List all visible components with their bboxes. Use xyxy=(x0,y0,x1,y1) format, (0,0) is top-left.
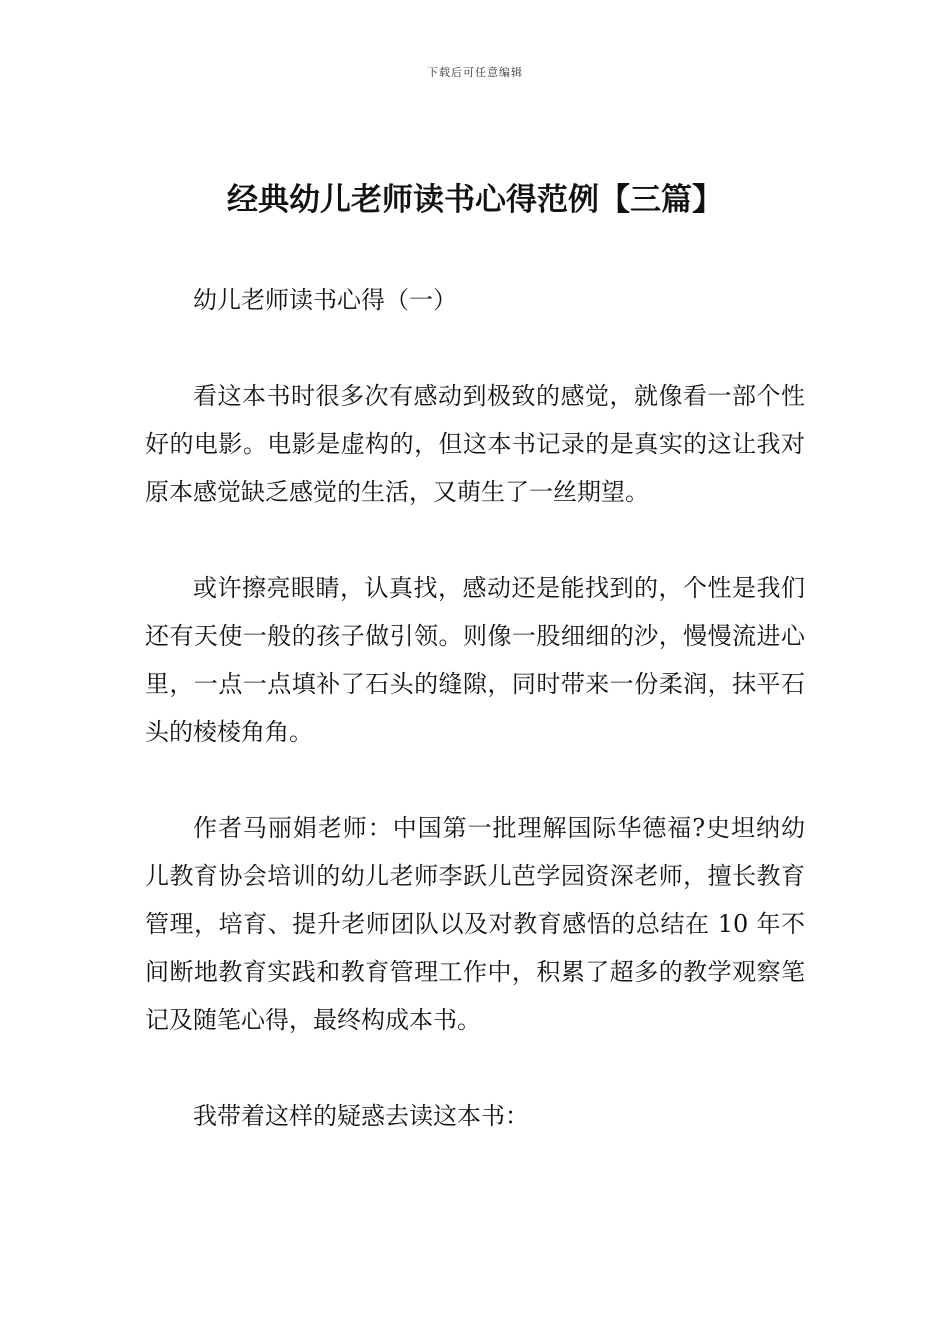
page-header-note: 下载后可任意编辑 xyxy=(427,66,523,79)
paragraph: 作者马丽娟老师：中国第一批理解国际华德福?史坦纳幼儿教育协会培训的幼儿老师李跃儿芭学园资深老师，擅长教育管理，培育、提升老师团队以及对教育感悟的总结在 10 年不间断地教育实践和教育管理工作中，积累了超多的教学观察笔记及随笔心得，最终构成本书。 xyxy=(145,814,805,1034)
paragraph: 我带着这样的疑惑去读这本书： xyxy=(193,1102,529,1130)
document-body xyxy=(145,276,805,1188)
paragraph: 或许擦亮眼睛，认真找，感动还是能找到的，个性是我们还有天使一般的孩子做引领。则像一股细细的沙，慢慢流进心里，一点一点填补了石头的缝隙，同时带来一份柔润，抹平石头的棱棱角角。 xyxy=(145,574,805,746)
paragraph: 看这本书时很多次有感动到极致的感觉，就像看一部个性好的电影。电影是虚构的，但这本书记录的是真实的这让我对原本感觉缺乏感觉的生活，又萌生了一丝期望。 xyxy=(145,382,805,506)
document-title: 经典幼儿老师读书心得范例【三篇】 xyxy=(227,182,723,218)
section-subheading: 幼儿老师读书心得（一） xyxy=(193,286,457,314)
